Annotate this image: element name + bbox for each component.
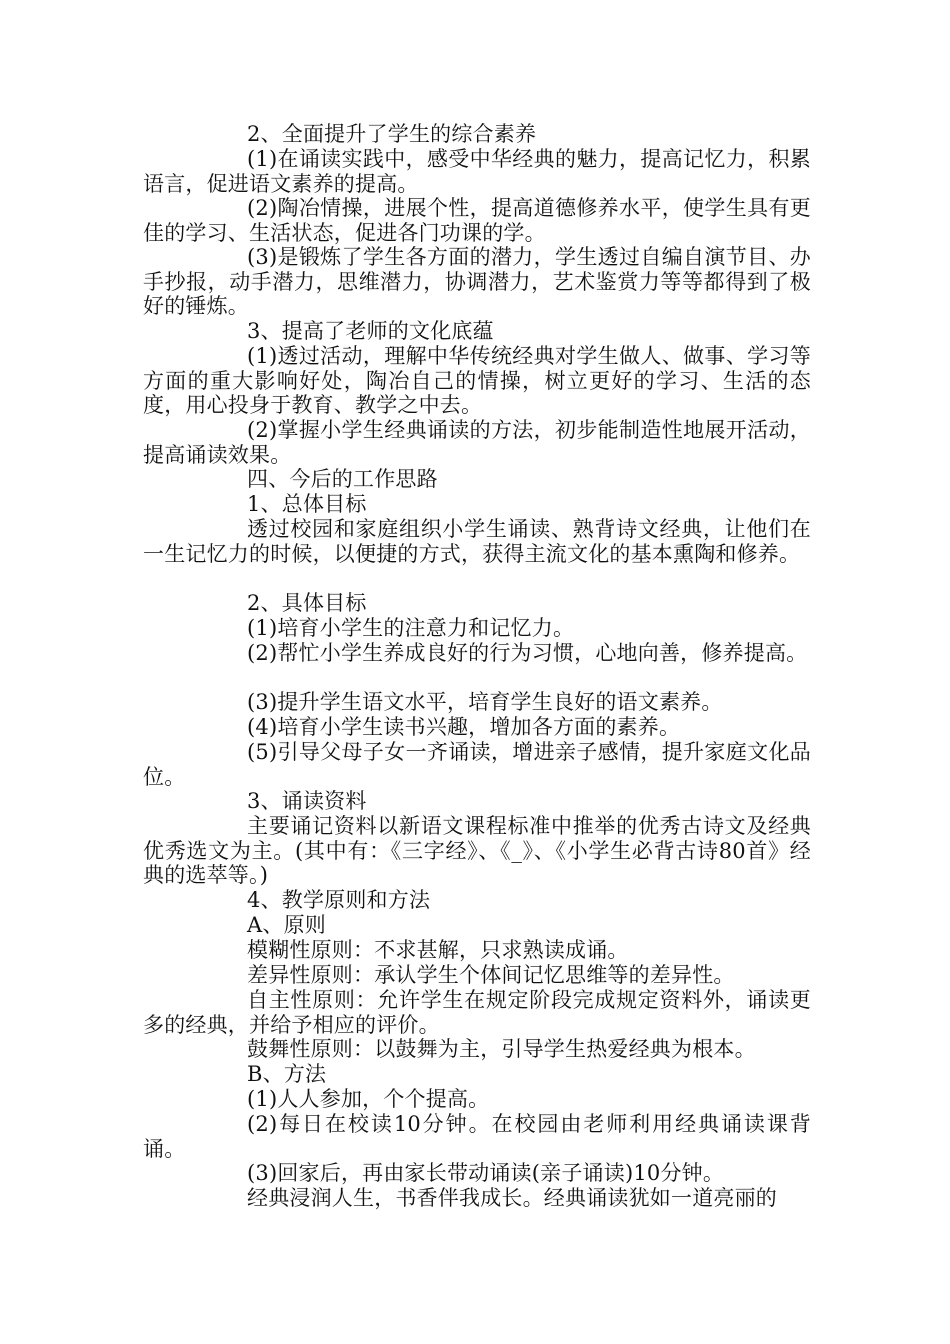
paragraph: B、方法 <box>247 1062 327 1086</box>
paragraph: (3)提升学生语文水平，培育学生良好的语文素养。 <box>247 690 723 714</box>
paragraph: (1)透过活动，理解中华传统经典对学生做人、做事、学习等方面的重大影响好处，陶冶自己的情操，树立更好的学习、生活的态度，用心投身于教育、教学之中去。 <box>143 344 811 417</box>
paragraph: 1、总体目标 <box>247 492 367 516</box>
paragraph: 3、诵读资料 <box>247 789 367 813</box>
paragraph: (2)每日在校读10分钟。在校园由老师利用经典诵读课背诵。 <box>143 1112 811 1161</box>
paragraph: (2)掌握小学生经典诵读的方法，初步能制造性地展开活动，提高诵读效果。 <box>143 418 811 467</box>
paragraph: 鼓舞性原则：以鼓舞为主，引导学生热爱经典为根本。 <box>247 1037 756 1061</box>
paragraph: 模糊性原则：不求甚解，只求熟读成诵。 <box>247 938 629 962</box>
paragraph: 差异性原则：承认学生个体间记忆思维等的差异性。 <box>247 963 735 987</box>
paragraph: 2、具体目标 <box>247 591 367 615</box>
paragraph: 3、提高了老师的文化底蕴 <box>247 319 494 343</box>
paragraph: (3)回家后，再由家长带动诵读(亲子诵读)10分钟。 <box>247 1161 725 1185</box>
paragraph: (3)是锻炼了学生各方面的潜力，学生透过自编自演节目、办手抄报，动手潜力，思维潜力，协调潜力，艺术鉴赏力等等都得到了极好的锤炼。 <box>143 245 811 318</box>
paragraph: (4)培育小学生读书兴趣，增加各方面的素养。 <box>247 715 681 739</box>
paragraph: (1)在诵读实践中，感受中华经典的魅力，提高记忆力，积累语言，促进语文素养的提高。 <box>143 147 811 196</box>
paragraph: 透过校园和家庭组织小学生诵读、熟背诗文经典，让他们在一生记忆力的时候，以便捷的方式，获得主流文化的基本熏陶和修养。 <box>143 517 811 566</box>
paragraph: A、原则 <box>247 913 326 937</box>
paragraph: (1)人人参加，个个提高。 <box>247 1087 490 1111</box>
paragraph: (1)培育小学生的注意力和记忆力。 <box>247 616 575 640</box>
paragraph: (2)帮忙小学生养成良好的行为习惯，心地向善，修养提高。 <box>247 641 808 665</box>
section-heading: 四、今后的工作思路 <box>247 467 438 491</box>
paragraph: 经典浸润人生，书香伴我成长。经典诵读犹如一道亮丽的 <box>247 1186 777 1210</box>
paragraph: 4、教学原则和方法 <box>247 888 431 912</box>
paragraph: 主要诵记资料以新语文课程标准中推举的优秀古诗文及经典优秀选文为主。(其中有：《三字经》、《_》、《小学生必背古诗80首》经典的选萃等。) <box>143 814 811 887</box>
paragraph: (2)陶冶情操，进展个性，提高道德修养水平，使学生具有更佳的学习、生活状态，促进各门功课的学。 <box>143 196 811 245</box>
paragraph: (5)引导父母子女一齐诵读，增进亲子感情，提升家庭文化品位。 <box>143 740 811 789</box>
paragraph: 自主性原则：允许学生在规定阶段完成规定资料外，诵读更多的经典，并给予相应的评价。 <box>143 988 811 1037</box>
paragraph: 2、全面提升了学生的综合素养 <box>247 122 537 146</box>
